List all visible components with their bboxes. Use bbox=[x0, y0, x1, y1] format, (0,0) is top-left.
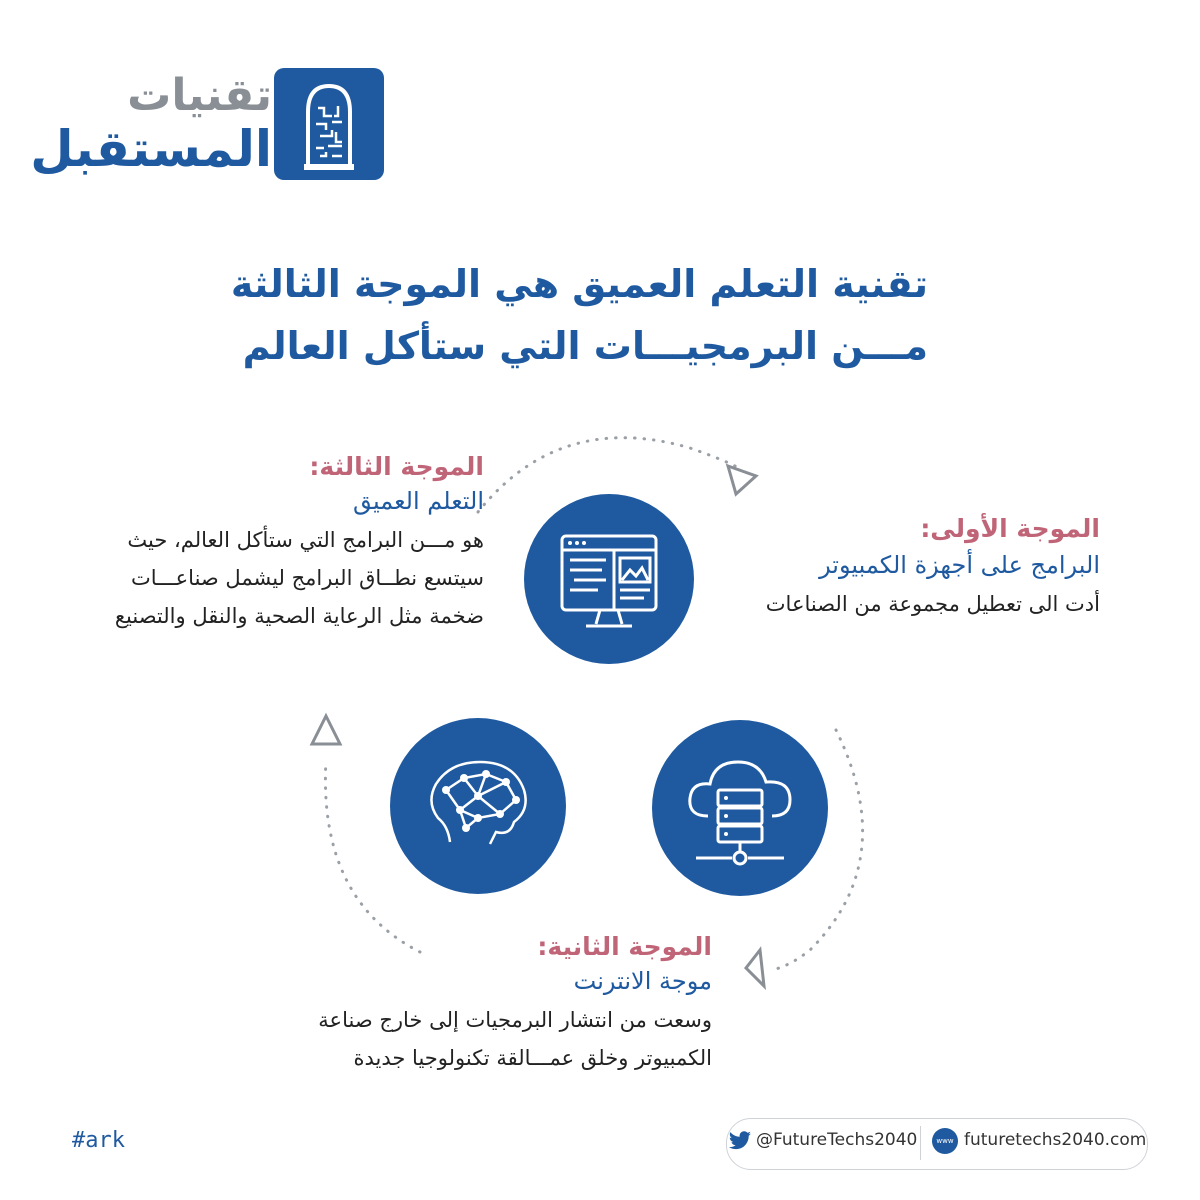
arrow-head-icon bbox=[746, 950, 764, 986]
footer-divider bbox=[920, 1126, 921, 1160]
wave-third-body bbox=[64, 521, 484, 635]
wave-first-subtitle: البرامج على أجهزة الكمبيوتر bbox=[819, 551, 1100, 579]
wave-third-title: الموجة الثالثة: bbox=[309, 452, 484, 481]
brand-name-line1: تقنيات bbox=[127, 70, 272, 121]
wave-second-subtitle: موجة الانترنت bbox=[573, 967, 712, 995]
body-line: هو مـــن البرامج التي ستأكل العالم، حيث bbox=[127, 528, 484, 552]
twitter-icon[interactable] bbox=[728, 1131, 752, 1151]
body-line: سيتسع نطــاق البرامج ليشمل صناعـــات bbox=[131, 566, 484, 590]
wave-second-title: الموجة الثانية: bbox=[537, 932, 712, 961]
website-link[interactable]: futuretechs2040.com bbox=[964, 1130, 1147, 1150]
wave-third-subtitle: التعلم العميق bbox=[352, 487, 484, 515]
wave-first-body: أدت الى تعطيل مجموعة من الصناعات bbox=[765, 592, 1100, 616]
arrow-head-icon bbox=[312, 716, 340, 744]
monitor-code-icon bbox=[524, 494, 694, 664]
headline-line2: مـــن البرمجيـــات التي ستأكل العالم bbox=[242, 324, 928, 368]
hashtag[interactable]: #ark bbox=[72, 1128, 125, 1153]
headline-line1: تقنية التعلم العميق هي الموجة الثالثة bbox=[230, 262, 928, 306]
brand-name-line2: المستقبل bbox=[30, 120, 272, 178]
globe-icon: www bbox=[932, 1128, 958, 1154]
cloud-server-icon bbox=[652, 720, 828, 896]
body-line: الكمبيوتر وخلق عمـــالقة تكنولوجيا جديدة bbox=[353, 1046, 712, 1070]
wave-second-body bbox=[318, 1001, 712, 1077]
circle-brain bbox=[390, 718, 566, 894]
twitter-handle[interactable]: @FutureTechs2040 bbox=[756, 1130, 918, 1150]
wave-first-title: الموجة الأولى: bbox=[920, 514, 1100, 543]
circle-monitor bbox=[524, 494, 694, 664]
body-line: ضخمة مثل الرعاية الصحية والنقل والتصنيع bbox=[114, 604, 484, 628]
circle-cloud bbox=[652, 720, 828, 896]
wave-second bbox=[318, 932, 712, 1077]
body-line: وسعت من انتشار البرمجيات إلى خارج صناعة bbox=[318, 1008, 712, 1032]
neural-brain-icon bbox=[390, 718, 566, 894]
wave-third bbox=[64, 452, 484, 635]
arrow-head-icon bbox=[728, 466, 756, 494]
wave-first bbox=[766, 514, 1100, 623]
